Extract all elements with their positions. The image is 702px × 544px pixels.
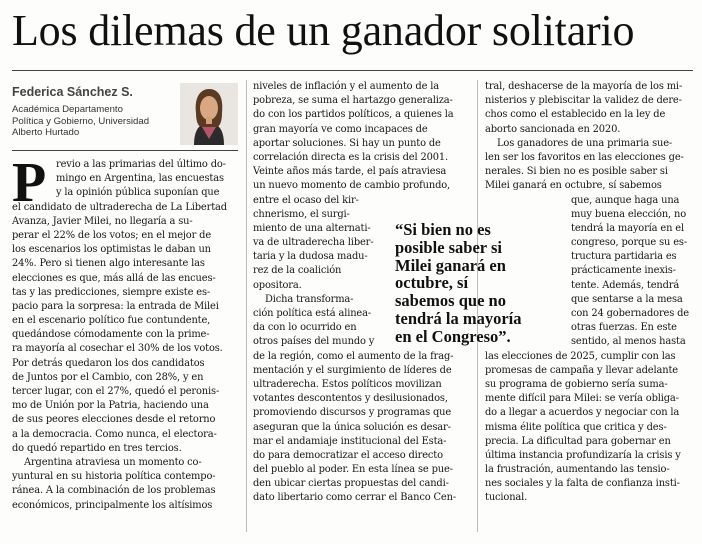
- text-line: correlación directa es la crisis del 2001.: [253, 151, 449, 163]
- pull-quote-line: tendrá la mayoría: [395, 308, 522, 328]
- text-line: tucional.: [485, 492, 528, 504]
- text-line: tente. Además, tendrá: [571, 279, 680, 291]
- text-line: elecciones es que, más allá de las encues-: [12, 272, 216, 284]
- text-line: muy buena elección, no: [571, 208, 687, 220]
- text-line: de Juntos por el Cambio, con 28%, y en: [12, 371, 204, 383]
- text-line: mar el andamiaje institucional del Esta-: [253, 435, 447, 447]
- pull-quote-line: Milei ganará en: [395, 255, 506, 275]
- text-line: opositora.: [253, 279, 302, 291]
- author-role-line: Alberto Hurtado: [12, 127, 80, 139]
- text-line: el candidato de ultraderecha de La Libertad: [12, 201, 227, 213]
- text-line: aportar soluciones. Si hay un punto de: [253, 137, 441, 149]
- text-line: tas y las predicciones, siempre existe es-: [12, 286, 211, 298]
- text-line: do quedó repartido en tres tercios.: [12, 442, 182, 454]
- text-line: promoviendo discursos y programas que: [253, 407, 452, 419]
- headline: Los dilemas de un ganador solitario: [12, 6, 635, 55]
- text-line: votantes descontentos y desilusionados,: [253, 393, 448, 405]
- text-line: otras fuerzas. En este: [571, 322, 677, 334]
- text-line: económicos, principalmente los altísimos: [12, 499, 213, 511]
- text-line: entre el ocaso del kir-: [253, 194, 359, 206]
- text-line: Argentina atraviesa un momento co-: [24, 456, 202, 468]
- text-line: sentido, al menos hasta: [571, 336, 686, 348]
- pull-quote: [395, 221, 543, 346]
- author-role-line: Académica Departamento: [12, 104, 123, 115]
- text-line: Por detrás quedaron los dos candidatos: [12, 357, 205, 369]
- text-line: pacio para la sorpresa: la entrada de Milei: [12, 300, 219, 312]
- text-line: mentación y el surgimiento de líderes de: [253, 364, 452, 376]
- headline-rule: [12, 70, 693, 71]
- text-line: las elecciones de 2025, cumplir con las: [485, 350, 676, 362]
- text-line: chos como el establecido en la ley de: [485, 109, 666, 121]
- text-line: taria y la dudosa madu-: [253, 251, 368, 263]
- author-role: [12, 104, 172, 139]
- text-line: que, aunque haga una: [571, 194, 680, 206]
- text-line: nisterios y plebiscitar la validez de dere-: [485, 95, 682, 107]
- text-line: mente difícil para Milei: se vería obliga-: [485, 393, 679, 405]
- text-line: ción política está alinea-: [253, 308, 372, 319]
- text-line: prácticamente inexis-: [571, 265, 676, 277]
- text-line: que sentarse a la mesa: [571, 293, 683, 305]
- text-line: con 24 gobernadores de: [571, 308, 689, 319]
- text-line: Avanza, Javier Milei, no llegaría a su-: [12, 215, 193, 227]
- text-line: nes sociales y la falta de confianza insti-: [485, 478, 680, 490]
- author-rule: [12, 150, 238, 151]
- text-line: de la región, como el aumento de la frag-: [253, 350, 454, 362]
- text-line: len ser los favoritos en las elecciones ge-: [485, 151, 684, 163]
- text-line: mingo en Argentina, las encuestas: [56, 173, 224, 185]
- text-line: va de ultraderecha liber-: [253, 237, 374, 249]
- text-line: do a llegar a acuerdos y negociar con la: [485, 407, 680, 419]
- text-line: congreso, porque su es-: [571, 237, 688, 249]
- column-1: [12, 152, 238, 513]
- text-line: mo de Unión por la Patria, haciendo una: [12, 400, 209, 412]
- text-line: 24%. Pero si tienen algo interesante las: [12, 258, 205, 270]
- author-role-line: Política y Gobierno, Universidad: [12, 115, 150, 127]
- text-line: Los ganadores de una primaria sue-: [497, 137, 673, 149]
- text-line: otros países del mundo y: [253, 336, 375, 348]
- pull-quote-line: sabemos que no: [395, 291, 506, 311]
- text-line: tructura partidaria es: [571, 251, 677, 263]
- text-line: precia. La dificultad para gobernar en: [485, 435, 671, 447]
- text-line: ránea. A la combinación de los problemas: [12, 485, 216, 497]
- text-line: niveles de inflación y el aumento de la: [253, 81, 440, 92]
- text-line: nerales. Si bien no es posible saber si: [485, 166, 668, 178]
- pull-quote-line: “Si bien no es: [395, 220, 491, 239]
- text-line: un nuevo momento de cambio profundo,: [253, 180, 451, 192]
- text-line: a la democracia. Como nunca, el electora-: [12, 428, 217, 440]
- text-line: do con los partidos políticos, a quienes la: [253, 109, 454, 121]
- text-line: rez de la coalición: [253, 265, 342, 277]
- text-line: última instancia profundizaría la crisis y: [485, 449, 681, 461]
- text-line: misma élite política que critica y des-: [485, 421, 667, 433]
- pull-quote-line: posible saber si: [395, 237, 502, 257]
- text-line: tendrá la mayoría en el: [571, 222, 685, 234]
- text-line: aborto sancionada en 2020.: [485, 123, 621, 135]
- text-line: da con lo ocurrido en: [253, 322, 357, 334]
- text-line: perar el 22% de los votos; en el mejor de: [12, 229, 212, 241]
- text-line: Dicha transforma-: [265, 293, 354, 305]
- text-line: de sus peores elecciones desde el retorno: [12, 414, 216, 426]
- text-line: den ubicar ciertas propuestas del candi-: [253, 478, 449, 490]
- text-line: en el escenario político fue contundente,: [12, 315, 211, 327]
- text-line: yuntural en su historia política contempo-: [12, 471, 216, 483]
- text-line: miento de una alternati-: [253, 222, 371, 234]
- author-box: [12, 80, 238, 148]
- text-line: los escenarios los optimistas le daban un: [12, 244, 211, 256]
- text-line: quedándose cómodamente con la prime-: [12, 329, 210, 341]
- text-line: tral, deshacerse de la mayoría de los mi-: [485, 81, 683, 92]
- text-line: chnerismo, el surgi-: [253, 208, 350, 220]
- column-divider: [246, 80, 247, 532]
- text-line: del pueblo al poder. En esta línea se pue-: [253, 464, 453, 476]
- pull-quote-line: en el Congreso”.: [395, 326, 511, 346]
- text-line: revio a las primarias del último do-: [56, 159, 226, 170]
- pull-quote-line: octubre, sí: [395, 273, 469, 293]
- text-line: Milei ganará en octubre, sí sabemos: [485, 180, 662, 192]
- text-line: Veinte años más tarde, el país atraviesa: [253, 166, 447, 178]
- author-name: Federica Sánchez S.: [12, 85, 133, 99]
- text-line: gran mayoría ve como incapaces de: [253, 123, 428, 135]
- text-line: tercer lugar, con el 27%, quedó el peronis-: [12, 386, 220, 397]
- text-line: pobreza, se suma el hartazgo generaliza-: [253, 95, 453, 107]
- text-line: la frustración, aumentando las tensio-: [485, 464, 670, 476]
- text-line: aseguran que la única solución es desar-: [253, 421, 451, 433]
- text-line: su programa de gobierno sería suma-: [485, 378, 668, 390]
- text-line: do para democratizar el acceso directo: [253, 449, 443, 461]
- author-photo: [180, 83, 238, 145]
- drop-cap: P: [12, 152, 47, 214]
- text-line: ra mayoría al cosechar el 30% de los votos.: [12, 343, 223, 355]
- text-line: promesas de campaña y llevar adelante: [485, 364, 678, 376]
- text-line: ultraderecha. Estos políticos movilizan: [253, 378, 442, 390]
- text-line: y la opinión pública suponían que: [56, 187, 220, 199]
- text-line: dato libertario como cerrar el Banco Cen-: [253, 492, 456, 504]
